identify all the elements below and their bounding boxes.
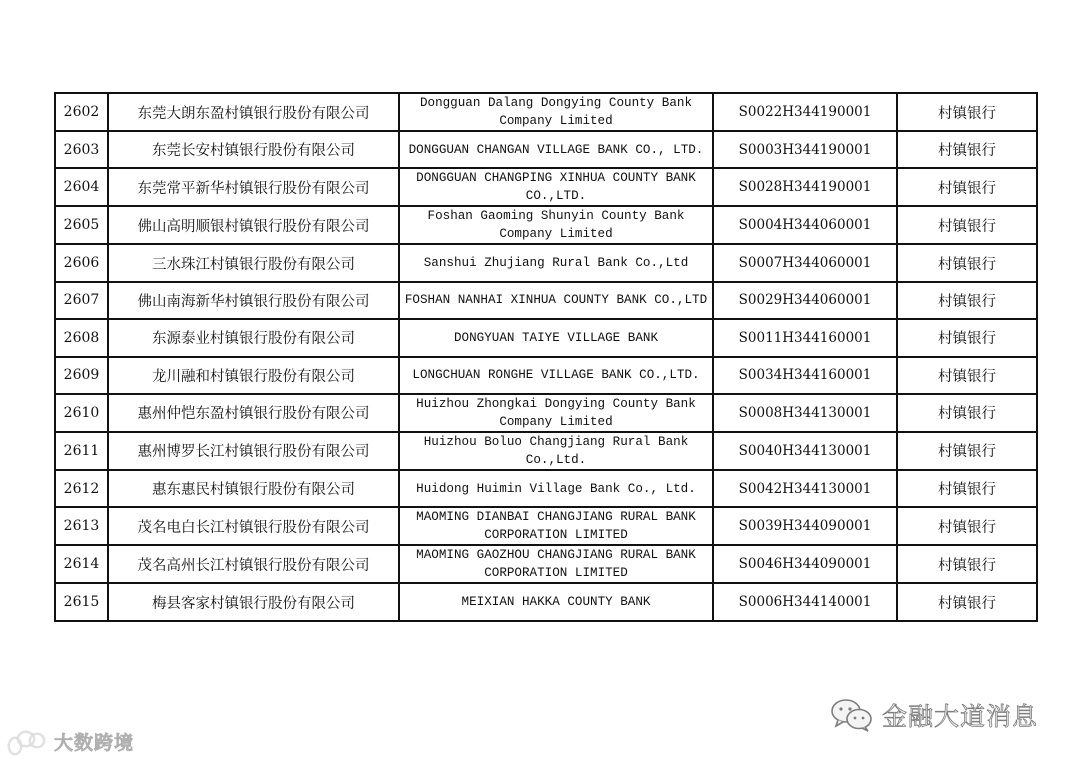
chinese-name-cell: 茂名高州长江村镇银行股份有限公司 [108,545,399,583]
table-row [55,432,1037,470]
table-row [55,206,1037,244]
chinese-name-cell: 三水珠江村镇银行股份有限公司 [108,244,399,281]
institution-type-cell: 村镇银行 [897,394,1037,432]
english-name-cell: DONGYUAN TAIYE VILLAGE BANK [399,319,713,356]
institution-type-cell: 村镇银行 [897,583,1037,620]
table-row [55,168,1037,206]
row-number-cell: 2603 [55,131,108,168]
institution-code-cell: S0007H344060001 [713,244,897,281]
row-number-cell: 2608 [55,319,108,356]
chinese-name-cell: 龙川融和村镇银行股份有限公司 [108,357,399,394]
table-row [55,131,1037,168]
table-row [55,545,1037,583]
institution-code-cell: S0042H344130001 [713,470,897,507]
institution-code-cell: S0029H344060001 [713,282,897,319]
institution-code-cell: S0046H344090001 [713,545,897,583]
chinese-name-cell: 东莞大朗东盈村镇银行股份有限公司 [108,93,399,131]
table-body [55,93,1037,621]
table-row [55,319,1037,356]
row-number-cell: 2604 [55,168,108,206]
row-number-cell: 2613 [55,507,108,545]
institution-type-cell: 村镇银行 [897,470,1037,507]
table-row [55,470,1037,507]
institution-type-cell: 村镇银行 [897,282,1037,319]
english-name-cell: LONGCHUAN RONGHE VILLAGE BANK CO.,LTD. [399,357,713,394]
chinese-name-cell: 东莞常平新华村镇银行股份有限公司 [108,168,399,206]
institution-type-cell: 村镇银行 [897,93,1037,131]
institution-type-cell: 村镇银行 [897,244,1037,281]
row-number-cell: 2606 [55,244,108,281]
row-number-cell: 2615 [55,583,108,620]
english-name-cell: Foshan Gaoming Shunyin County Bank Company Limited [399,206,713,244]
brand-logo-icon [8,729,48,755]
institution-code-cell: S0022H344190001 [713,93,897,131]
institution-code-cell: S0039H344090001 [713,507,897,545]
institution-code-cell: S0006H344140001 [713,583,897,620]
row-number-cell: 2611 [55,432,108,470]
chinese-name-cell: 惠州仲恺东盈村镇银行股份有限公司 [108,394,399,432]
institution-code-cell: S0040H344130001 [713,432,897,470]
institution-type-cell: 村镇银行 [897,206,1037,244]
row-number-cell: 2610 [55,394,108,432]
institution-type-cell: 村镇银行 [897,357,1037,394]
english-name-cell: Huizhou Boluo Changjiang Rural Bank Co.,Ltd. [399,432,713,470]
row-number-cell: 2602 [55,93,108,131]
watermark-right [830,697,1038,733]
institution-type-cell: 村镇银行 [897,545,1037,583]
bank-list-table-container [54,92,1026,622]
watermark-left [8,728,134,755]
english-name-cell: MAOMING DIANBAI CHANGJIANG RURAL BANK CORPORATION LIMITED [399,507,713,545]
institution-type-cell: 村镇银行 [897,168,1037,206]
institution-type-cell: 村镇银行 [897,131,1037,168]
institution-code-cell: S0011H344160001 [713,319,897,356]
table-row [55,394,1037,432]
chinese-name-cell: 惠州博罗长江村镇银行股份有限公司 [108,432,399,470]
chinese-name-cell: 佛山高明顺银村镇银行股份有限公司 [108,206,399,244]
bank-list-table [54,92,1038,622]
chinese-name-cell: 惠东惠民村镇银行股份有限公司 [108,470,399,507]
institution-code-cell: S0034H344160001 [713,357,897,394]
chinese-name-cell: 梅县客家村镇银行股份有限公司 [108,583,399,620]
institution-code-cell: S0028H344190001 [713,168,897,206]
table-row [55,507,1037,545]
chinese-name-cell: 东莞长安村镇银行股份有限公司 [108,131,399,168]
english-name-cell: MEIXIAN HAKKA COUNTY BANK [399,583,713,620]
row-number-cell: 2614 [55,545,108,583]
row-number-cell: 2612 [55,470,108,507]
institution-type-cell: 村镇银行 [897,319,1037,356]
english-name-cell: Huidong Huimin Village Bank Co., Ltd. [399,470,713,507]
row-number-cell: 2605 [55,206,108,244]
table-row [55,244,1037,281]
table-row [55,93,1037,131]
english-name-cell: FOSHAN NANHAI XINHUA COUNTY BANK CO.,LTD [399,282,713,319]
institution-code-cell: S0004H344060001 [713,206,897,244]
english-name-cell: DONGGUAN CHANGAN VILLAGE BANK CO., LTD. [399,131,713,168]
wechat-icon [830,697,874,733]
table-row [55,282,1037,319]
institution-type-cell: 村镇银行 [897,507,1037,545]
english-name-cell: MAOMING GAOZHOU CHANGJIANG RURAL BANK CORPORATION LIMITED [399,545,713,583]
institution-type-cell: 村镇银行 [897,432,1037,470]
chinese-name-cell: 东源泰业村镇银行股份有限公司 [108,319,399,356]
institution-code-cell: S0008H344130001 [713,394,897,432]
english-name-cell: Huizhou Zhongkai Dongying County Bank Company Limited [399,394,713,432]
english-name-cell: Sanshui Zhujiang Rural Bank Co.,Ltd [399,244,713,281]
table-row [55,357,1037,394]
row-number-cell: 2609 [55,357,108,394]
english-name-cell: DONGGUAN CHANGPING XINHUA COUNTY BANK CO.,LTD. [399,168,713,206]
english-name-cell: Dongguan Dalang Dongying County Bank Company Limited [399,93,713,131]
watermark-left-text: 大数跨境 [54,732,135,754]
watermark-right-text: 金融大道消息 [882,702,1039,731]
table-row [55,583,1037,620]
chinese-name-cell: 茂名电白长江村镇银行股份有限公司 [108,507,399,545]
row-number-cell: 2607 [55,282,108,319]
institution-code-cell: S0003H344190001 [713,131,897,168]
chinese-name-cell: 佛山南海新华村镇银行股份有限公司 [108,282,399,319]
